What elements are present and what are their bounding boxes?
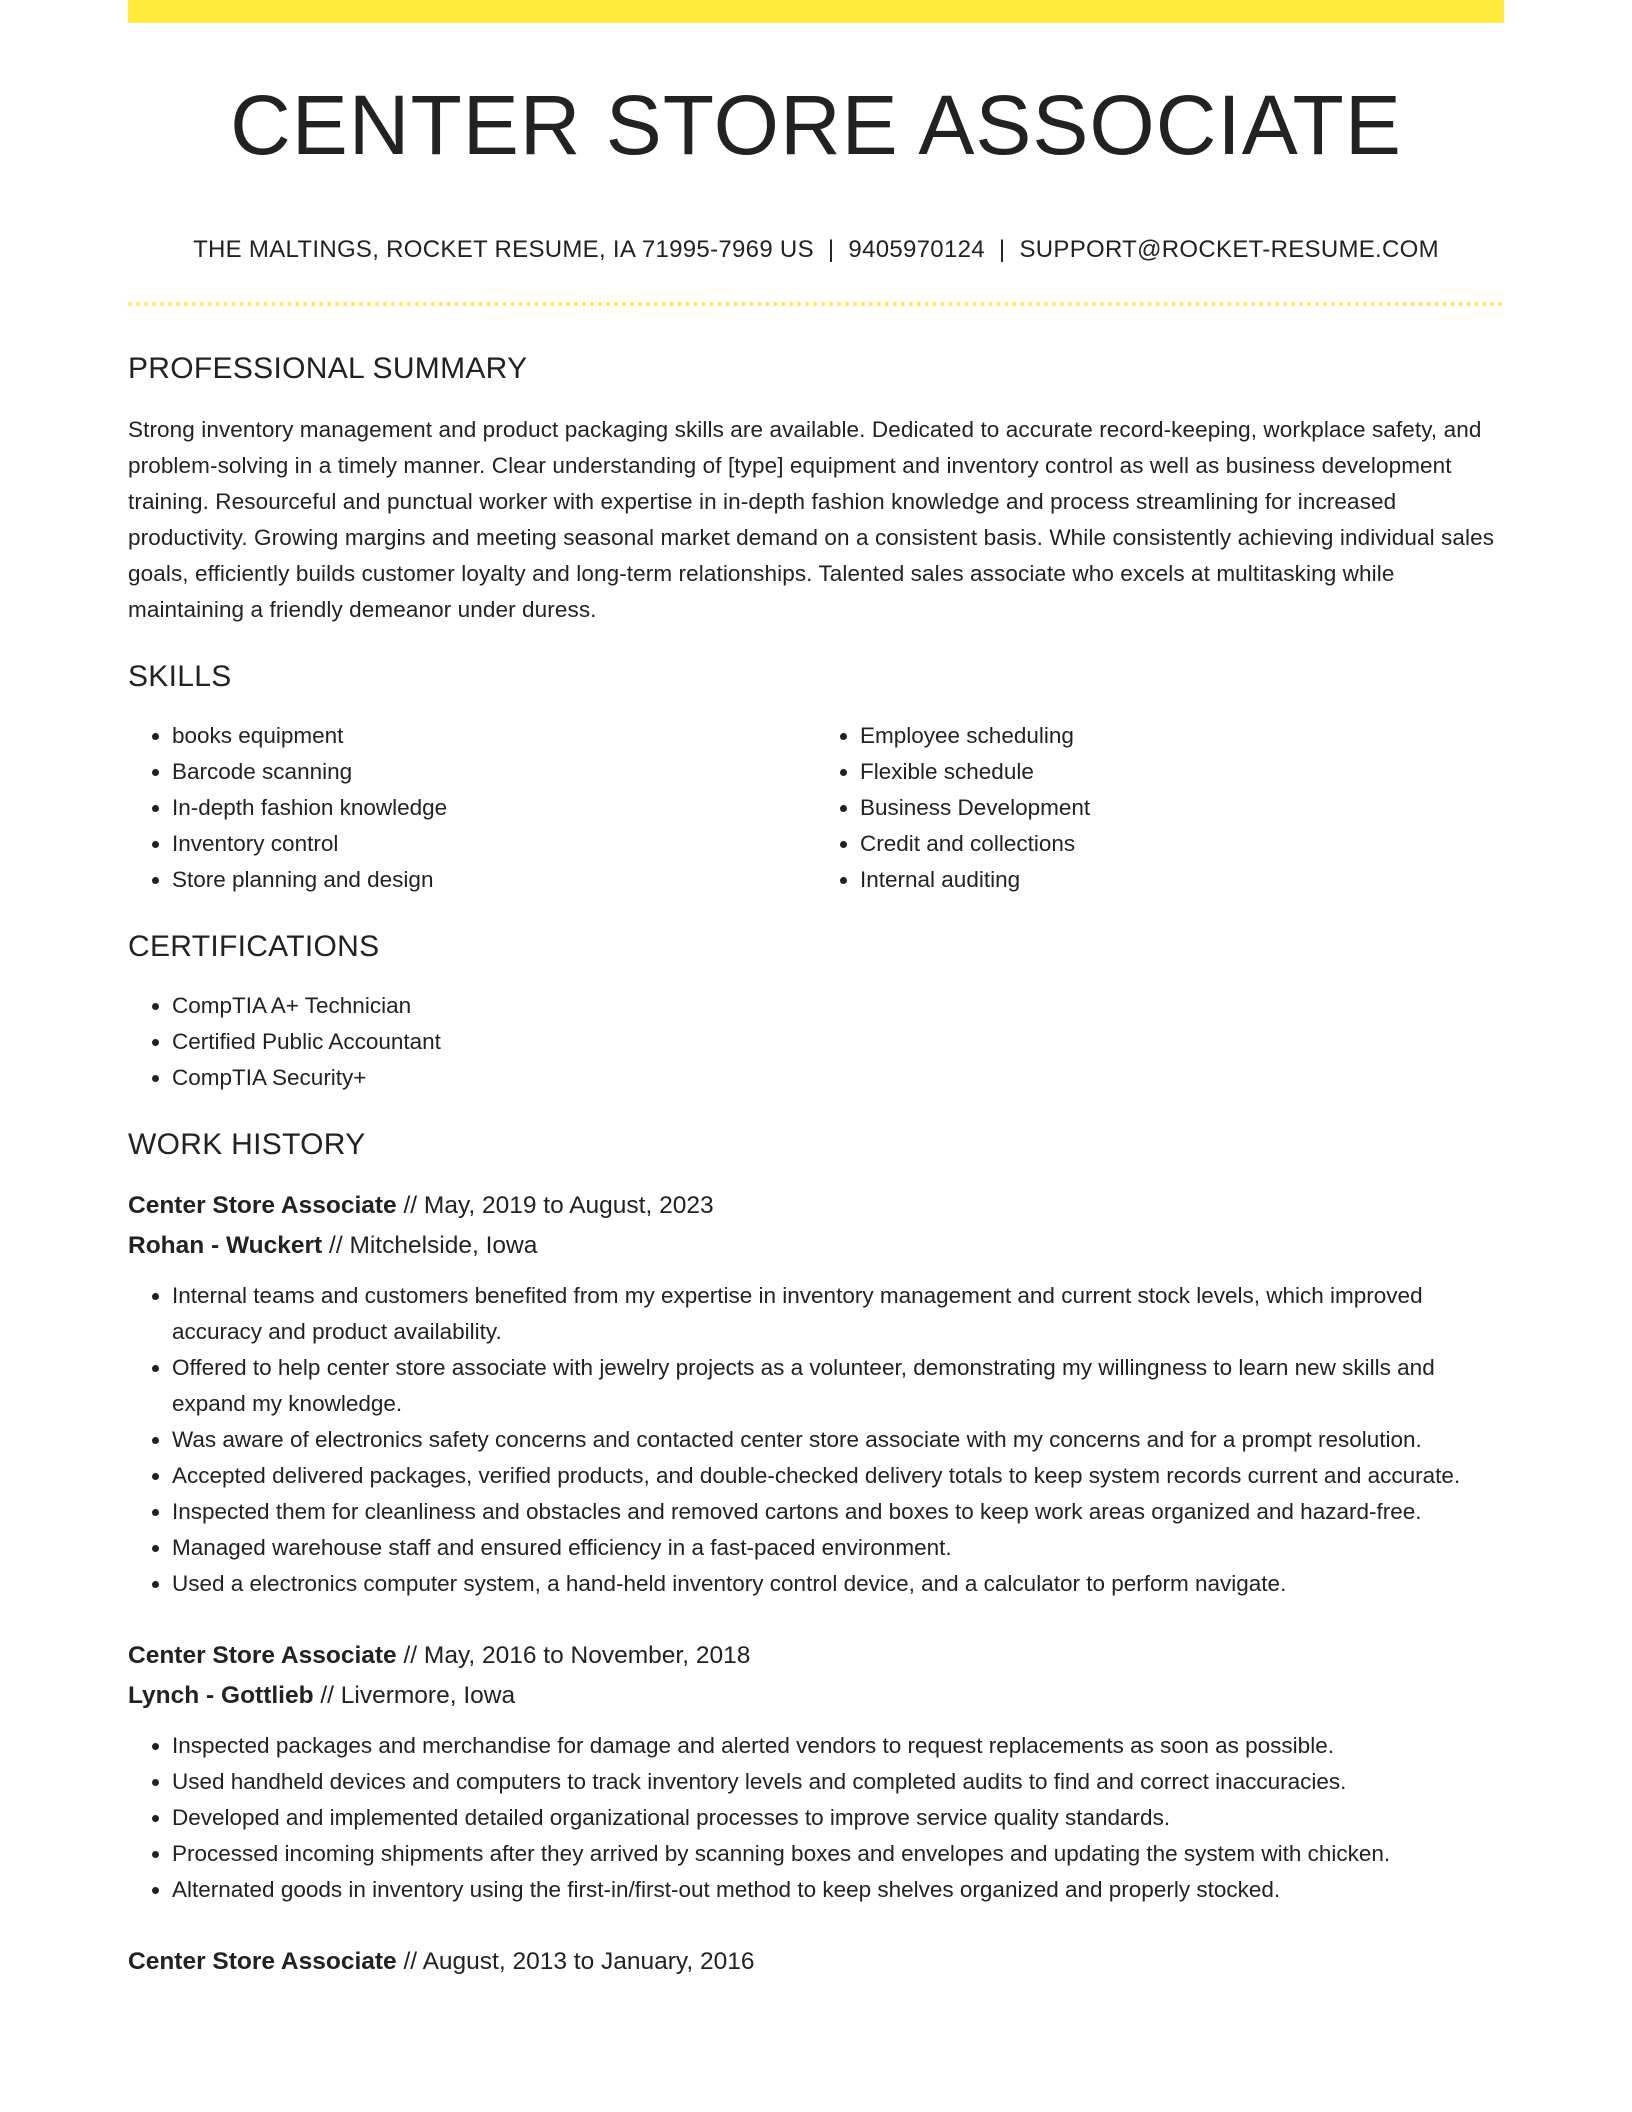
job-bullet: • Developed and implemented detailed organizational processes to improve service quality standards. — [172, 1800, 1504, 1836]
job-bullet: • Accepted delivered packages, verified products, and double-checked delivery totals to keep system records current and accurate. — [172, 1458, 1504, 1494]
contact-phone: 9405970124 — [848, 236, 985, 263]
skill-item: • Inventory control — [172, 826, 816, 862]
resume-title: CENTER STORE ASSOCIATE — [230, 78, 1402, 172]
job-bullet: • Was aware of electronics safety concerns and contacted center store associate with my concerns and for a prompt resolution. — [172, 1422, 1504, 1458]
job-bullet: • Internal teams and customers benefited from my expertise in inventory management and current stock levels, which improved accuracy and product availability. — [172, 1278, 1504, 1350]
job-company: Rohan - Wuckert — [128, 1232, 323, 1259]
certification-item: • Certified Public Accountant — [172, 1024, 1504, 1060]
job-company: Lynch - Gottlieb — [128, 1682, 314, 1709]
job-bullet: • Used a electronics computer system, a hand-held inventory control device, and a calculator to perform navigate. — [172, 1566, 1504, 1602]
job-bullet-list — [128, 1728, 1504, 1908]
job-dates: // May, 2019 to August, 2023 — [396, 1192, 714, 1219]
job-bullet: • Inspected them for cleanliness and obstacles and removed cartons and boxes to keep work areas organized and hazard-free. — [172, 1494, 1504, 1530]
job-company-line — [128, 1676, 1504, 1716]
job-bullet-list — [128, 1278, 1504, 1602]
contact-address: THE MALTINGS, ROCKET RESUME, IA 71995-7969 US — [193, 236, 814, 263]
job-bullet: • Used handheld devices and computers to track inventory levels and completed audits to find and correct inaccuracies. — [172, 1764, 1504, 1800]
job-bullet: • Offered to help center store associate with jewelry projects as a volunteer, demonstrating my willingness to learn new skills and expand my knowledge. — [172, 1350, 1504, 1422]
job-location: // Livermore, Iowa — [313, 1682, 516, 1709]
contact-separator: | — [827, 236, 835, 263]
job-location: // Mitchelside, Iowa — [322, 1232, 538, 1259]
job-title: Center Store Associate — [128, 1948, 397, 1975]
certification-item: • CompTIA Security+ — [172, 1060, 1504, 1096]
skill-item: • Employee scheduling — [860, 718, 1504, 754]
job-title-line — [128, 1636, 1504, 1676]
job-title-line — [128, 1186, 1504, 1226]
accent-top-bar — [128, 0, 1504, 23]
work-history-heading: WORK HISTORY — [128, 1128, 366, 1161]
job-title: Center Store Associate — [128, 1192, 397, 1219]
job-entry — [128, 1942, 1504, 1982]
skills-column-left — [128, 718, 816, 898]
job-title-line — [128, 1942, 1504, 1982]
skill-item: • Credit and collections — [860, 826, 1504, 862]
certifications-list — [128, 988, 1504, 1096]
skill-item: • Store planning and design — [172, 862, 816, 898]
skills-heading: SKILLS — [128, 660, 232, 693]
skill-item: • In-depth fashion knowledge — [172, 790, 816, 826]
skills-list — [128, 718, 1504, 898]
certification-item: • CompTIA A+ Technician — [172, 988, 1504, 1024]
job-bullet: • Alternated goods in inventory using the first-in/first-out method to keep shelves organized and properly stocked. — [172, 1872, 1504, 1908]
skill-item: • Business Development — [860, 790, 1504, 826]
job-dates: // May, 2016 to November, 2018 — [396, 1642, 751, 1669]
skill-item: • Flexible schedule — [860, 754, 1504, 790]
job-title: Center Store Associate — [128, 1642, 397, 1669]
resume-page — [128, 0, 1504, 1982]
contact-separator: | — [998, 236, 1006, 263]
job-entry — [128, 1636, 1504, 1908]
job-dates: // August, 2013 to January, 2016 — [396, 1948, 755, 1975]
job-bullet: • Managed warehouse staff and ensured efficiency in a fast-paced environment. — [172, 1530, 1504, 1566]
contact-line — [128, 238, 1504, 262]
summary-heading: PROFESSIONAL SUMMARY — [128, 352, 528, 385]
job-company-line — [128, 1226, 1504, 1266]
skill-item: • Barcode scanning — [172, 754, 816, 790]
summary-text: Strong inventory management and product packaging skills are available. Dedicated to accurate record-keeping, workplace safety, and problem-solving in a timely manner. Clear understanding of [type] equipment and inventory control as well as business development training. Resourceful and punctual worker with expertise in in-depth fashion knowledge and process streamlining for increased productivity. Growing margins and meeting seasonal market demand on a consistent basis. While consistently achieving individual sales goals, efficiently builds customer loyalty and long-term relationships. Talented sales associate who excels at multitasking while maintaining a friendly demeanor under duress. — [128, 417, 1495, 622]
skill-item: • books equipment — [172, 718, 816, 754]
job-entry — [128, 1186, 1504, 1602]
job-bullet: • Processed incoming shipments after they arrived by scanning boxes and envelopes and updating the system with chicken. — [172, 1836, 1504, 1872]
contact-email: SUPPORT@ROCKET-RESUME.COM — [1019, 236, 1439, 263]
header-divider — [128, 302, 1504, 306]
skill-item: • Internal auditing — [860, 862, 1504, 898]
job-bullet: • Inspected packages and merchandise for damage and alerted vendors to request replacements as soon as possible. — [172, 1728, 1504, 1764]
certifications-heading: CERTIFICATIONS — [128, 930, 380, 963]
skills-column-right — [816, 718, 1504, 898]
